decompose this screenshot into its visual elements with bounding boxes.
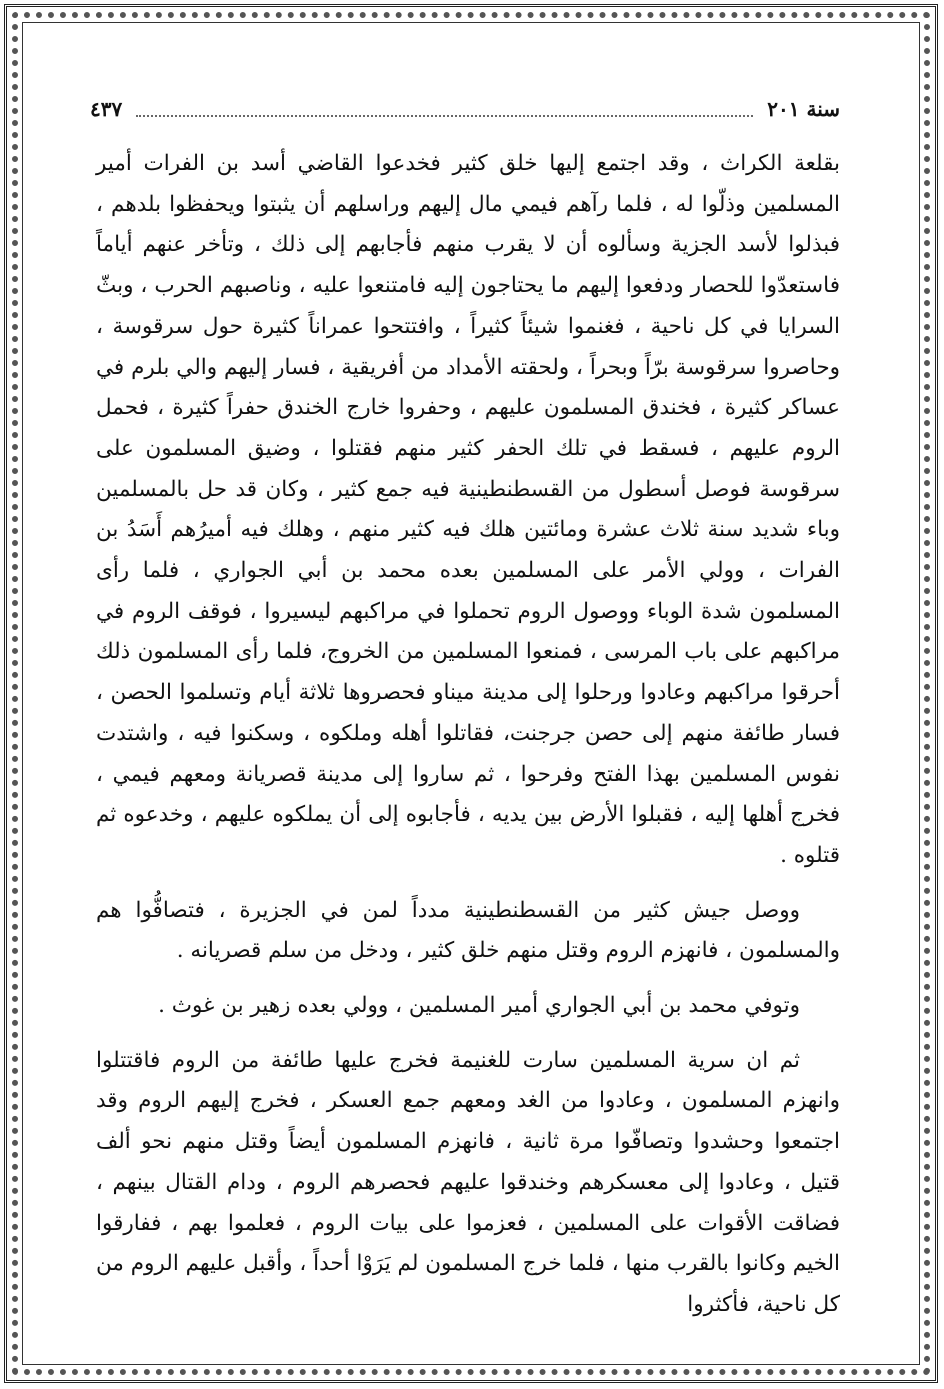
paragraph-1: بقلعة الكراث ، وقد اجتمع إليها خلق كثير فخدعوا القاضي أسد بن الفرات أمير المسلمين وذلّوا له ، فلما رآهم فيمي مال إليهم وراسلهم أن يثبتوا ويحفظوا بلدهم ، فبذلوا لأسد الجزية وسألوه أن لا يقرب منهم فأجابهم إلى ذلك ، وتأخر عنهم أياماً فاستعدّوا للحصار ودفعوا إليهم ما يحتاجون إليه فامتنعوا عليه ، وناصبهم الحرب ، وبثّ السرايا في كل ناحية ، فغنموا شيئاً كثيراً ، وافتتحوا عمراناً كثيرة حول سرقوسة ، وحاصروا سرقوسة برّاً وبحراً ، ولحقته الأمداد من أفريقية ، فسار إليهم والي بلرم في عساكر كثيرة ، فخندق المسلمون عليهم ، وحفروا خارج الخندق حفراً كثيرة ، فحمل الروم عليهم ، فسقط في تلك الحفر كثير منهم فقتلوا ، وضيق المسلمون على سرقوسة فوصل أسطول من القسطنطينية فيه جمع كثير ، وكان قد حل بالمسلمين وباء شديد سنة ثلاث عشرة ومائتين هلك فيه كثير منهم ، وهلك فيه أميرُهم أَسَدُ بن الفرات ، وولي الأمر على المسلمين بعده محمد بن أبي الجواري ، فلما رأى المسلمون شدة الوباء ووصول الروم تحملوا في مراكبهم ليسيروا ، فوقف الروم في مراكبهم على باب المرسى ، فمنعوا المسلمين من الخروج، فلما رأى المسلمون ذلك أحرقوا مراكبهم وعادوا ورحلوا إلى مدينة ميناو فحصروها ثلاثة أيام وتسلموا الحصن ، فسار طائفة منهم إلى حصن جرجنت، فقاتلوا أهله وملكوه ، وسكنوا فيه ، واشتدت نفوس المسلمين بهذا الفتح وفرحوا ، ثم ساروا إلى مدينة قصريانة ومعهم فيمي ، فخرج أهلها إليه ، فقبلوا الأرض بين يديه ، فأجابوه إلى أن يملكوه عليهم ، وخدعوه ثم قتلوه .	[96, 151, 840, 868]
page-number: ٤٣٧	[90, 97, 123, 121]
paragraph-2: ووصل جيش كثير من القسطنطينية مدداً لمن في الجزيرة ، فتصافُّوا هم والمسلمون ، فانهزم الروم وقتل منهم خلق كثير ، ودخل من سلم قصريانه .	[96, 897, 840, 964]
body-text	[96, 144, 840, 1326]
header-dotted-leader	[136, 101, 753, 117]
running-header	[90, 92, 840, 126]
paragraph-4: ثم ان سرية المسلمين سارت للغنيمة فخرج عليها طائفة من الروم فاقتتلوا وانهزم المسلمون ، وعادوا من الغد ومعهم جمع العسكر ، فخرج إليهم الروم وقد اجتمعوا وحشدوا وتصافّوا مرة ثانية ، فانهزم المسلمون أيضاً وقتل منهم نحو ألف قتيل ، وعادوا إلى معسكرهم وخندقوا عليهم فحصرهم الروم ، ودام القتال بينهم ، فضاقت الأقوات على المسلمين ، فعزموا على بيات الروم ، فعلموا بهم ، ففارقوا الخيم وكانوا بالقرب منها ، فلما خرج المسلمون لم يَرَوْا أحداً ، وأقبل عليهم الروم من كل ناحية، فأكثروا	[96, 1047, 840, 1317]
paragraph-3: وتوفي محمد بن أبي الجواري أمير المسلمين ، وولي بعده زهير بن غوث .	[158, 993, 800, 1019]
year-title: سنة ٢٠١	[767, 97, 840, 121]
